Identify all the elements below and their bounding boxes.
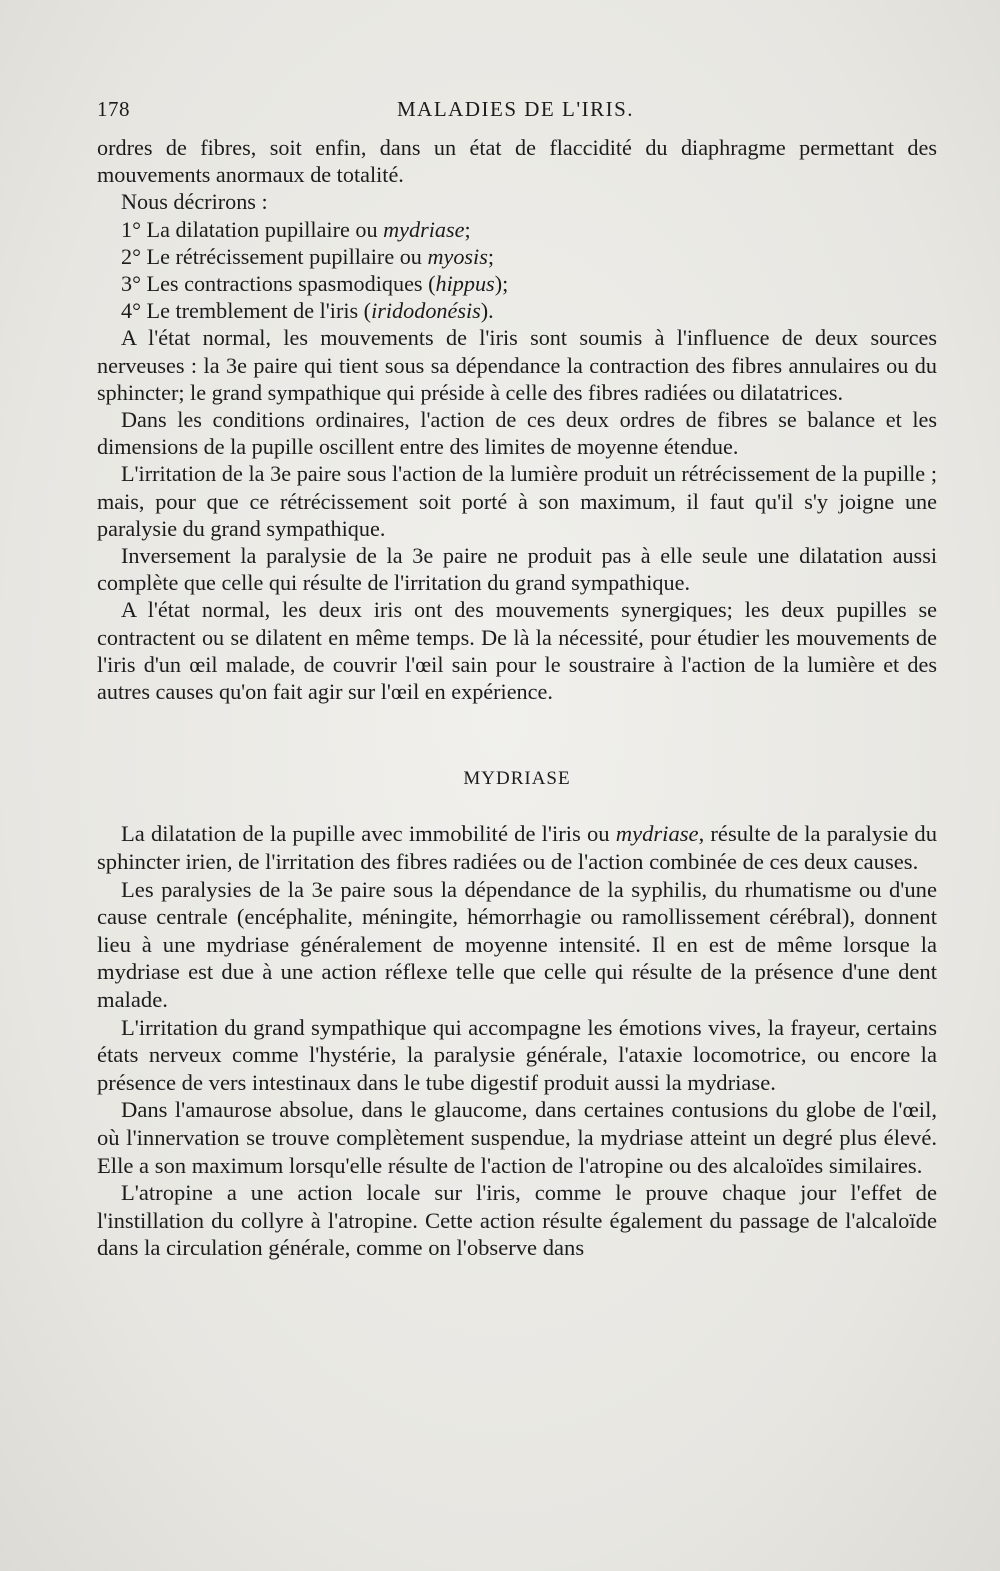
paragraph: A l'état normal, les deux iris ont des mouvements synergiques; les deux pupilles se contractent ou se dilatent en même temps. De là la nécessité, pour étudier les mouvements de l'iris d'un œil malade, de couvrir l'œil sain pour le soustraire à l'action de la lumière et des autres causes qu'on fait agir sur l'œil en expérience. bbox=[97, 597, 937, 705]
paragraph: A l'état normal, les mouvements de l'iris sont soumis à l'influence de deux sources nerveuses : la 3e paire qui tient sous sa dépendance la contraction des fibres annulaires ou du sphincter; le grand sympathique qui préside à celle des fibres radiées ou dilatatrices. bbox=[97, 325, 937, 405]
body-text bbox=[97, 134, 937, 1262]
paragraph: L'atropine a une action locale sur l'iris, comme le prouve chaque jour l'effet de l'instillation du collyre à l'atropine. Cette action résulte également du passage de l'alcaloïde dans la circulation générale, comme on l'observe dans bbox=[97, 1180, 937, 1261]
page-number: 178 bbox=[97, 97, 130, 121]
paragraph: La dilatation de la pupille avec immobilité de l'iris ou mydriase, résulte de la paralysie du sphincter irien, de l'irritation des fibres radiées ou de l'action combinée de ces deux causes. bbox=[97, 821, 937, 875]
paragraph: Inversement la paralysie de la 3e paire ne produit pas à elle seule une dilatation aussi complète que celle qui résulte de l'irritation du grand sympathique. bbox=[97, 543, 937, 596]
list-item: 4° Le tremblement de l'iris (iridodonésis). bbox=[121, 298, 494, 324]
page-header bbox=[97, 97, 937, 127]
paragraph-intro: Nous décrirons : bbox=[121, 189, 268, 215]
paragraph: Les paralysies de la 3e paire sous la dépendance de la syphilis, du rhumatisme ou d'une cause centrale (encéphalite, méningite, hémorrhagie ou ramollissement cérébral), donnent lieu à une mydriase généralement de moyenne intensité. Il en est de même lorsque la mydriase est due à une action réflexe telle que celle qui résulte de la présence d'une dent malade. bbox=[97, 876, 937, 1013]
section-heading: MYDRIASE bbox=[463, 768, 571, 790]
section-body bbox=[97, 820, 937, 1262]
paragraph: Dans l'amaurose absolue, dans le glaucome, dans certaines contusions du globe de l'œil, où l'innervation se trouve complètement suspendue, la mydriase atteint un degré plus élevé. Elle a son maximum lorsqu'elle résulte de l'action de l'atropine ou des alcaloïdes similaires. bbox=[97, 1097, 937, 1178]
running-title: MALADIES DE L'IRIS. bbox=[397, 97, 635, 121]
paragraph: L'irritation du grand sympathique qui accompagne les émotions vives, la frayeur, certains états nerveux comme l'hystérie, la paralysie générale, l'ataxie locomotrice, ou encore la présence de vers intestinaux dans le tube digestif produit aussi la mydriase. bbox=[97, 1014, 937, 1095]
paragraph-continuation: ordres de fibres, soit enfin, dans un état de flaccidité du diaphragme permettant des mouvements anormaux de totalité. bbox=[97, 135, 937, 188]
list-item: 1° La dilatation pupillaire ou mydriase; bbox=[121, 216, 471, 242]
list-item: 2° Le rétrécissement pupillaire ou myosis; bbox=[121, 243, 495, 269]
paragraph: Dans les conditions ordinaires, l'action de ces deux ordres de fibres se balance et les dimensions de la pupille oscillent entre des limites de moyenne étendue. bbox=[97, 407, 937, 460]
list-item: 3° Les contractions spasmodiques (hippus); bbox=[121, 271, 509, 297]
paragraph: L'irritation de la 3e paire sous l'action de la lumière produit un rétrécissement de la pupille ; mais, pour que ce rétrécissement soit porté à son maximum, il faut qu'il s'y joigne une paralysie du grand sympathique. bbox=[97, 461, 937, 541]
